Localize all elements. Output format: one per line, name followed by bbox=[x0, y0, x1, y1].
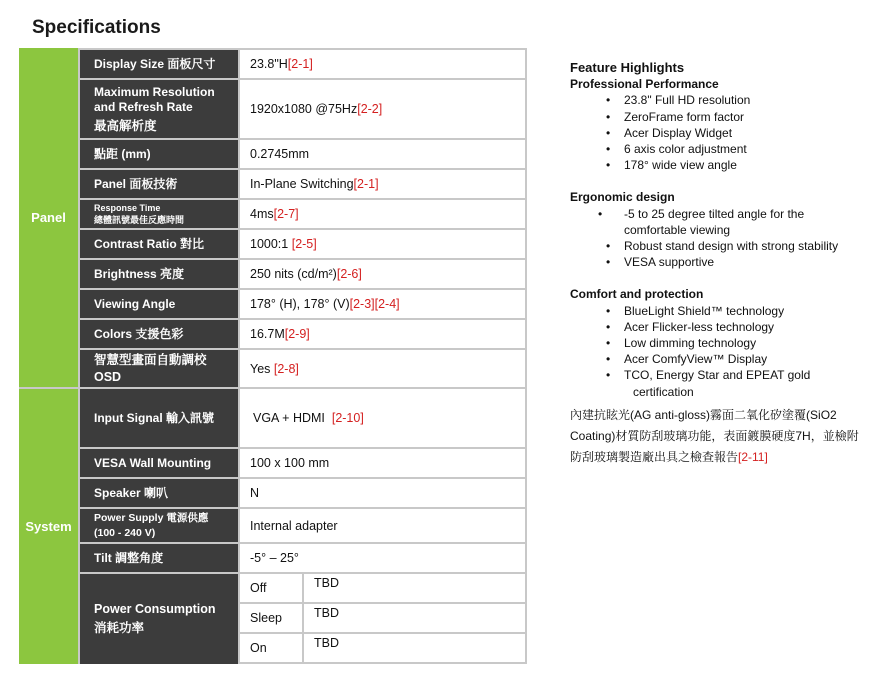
power-value-off: TBD bbox=[304, 574, 525, 602]
list-item: • BlueLight Shield™ technology bbox=[570, 303, 870, 319]
value-contrast-ratio: 1000:1 [2-5] bbox=[240, 230, 525, 258]
feature-highlights bbox=[570, 60, 870, 400]
power-mode-on: On bbox=[240, 634, 302, 662]
list-item: • Acer Flicker-less technology bbox=[570, 319, 870, 335]
list-item: • 178° wide view angle bbox=[570, 157, 870, 173]
list-item: • -5 to 25 degree tilted angle for the bbox=[570, 206, 870, 222]
label-viewing-angle: Viewing Angle bbox=[80, 290, 238, 318]
power-value-on: TBD bbox=[304, 634, 525, 662]
list-item: • Robust stand design with strong stability bbox=[570, 238, 870, 254]
page-title: Specifications bbox=[32, 17, 161, 38]
label-colors: Colors 支援色彩 bbox=[80, 320, 238, 348]
value-max-resolution: 1920x1080 @75Hz [2-2] bbox=[240, 80, 525, 138]
label-pixel-pitch: 點距 (mm) bbox=[80, 140, 238, 168]
value-tilt: -5° – 25° bbox=[240, 544, 525, 572]
list-item: • Acer Display Widget bbox=[570, 125, 870, 141]
value-panel-tech: In-Plane Switching [2-1] bbox=[240, 170, 525, 198]
label-panel-tech: Panel 面板技術 bbox=[80, 170, 238, 198]
label-response-time: Response Time 總體訊號最佳反應時間 bbox=[80, 200, 238, 228]
label-power-consumption: Power Consumption 消耗功率 bbox=[80, 574, 238, 664]
value-pixel-pitch: 0.2745mm bbox=[240, 140, 525, 168]
list-item-continuation: certification bbox=[633, 384, 694, 399]
value-brightness: 250 nits (cd/m²) [2-6] bbox=[240, 260, 525, 288]
spec-table bbox=[19, 48, 527, 664]
list-item: • Acer ComfyView™ Display bbox=[570, 351, 870, 367]
list-item: • VESA supportive bbox=[570, 254, 870, 270]
label-osd: 智慧型畫面自動調校 OSD bbox=[80, 350, 238, 387]
label-vesa-mounting: VESA Wall Mounting bbox=[80, 449, 238, 477]
list-item: • ZeroFrame form factor bbox=[570, 109, 870, 125]
power-mode-off: Off bbox=[240, 574, 302, 602]
section-title-performance: Professional Performance bbox=[570, 77, 719, 92]
value-response-time: 4ms [2-7] bbox=[240, 200, 525, 228]
power-mode-sleep: Sleep bbox=[240, 604, 302, 632]
label-display-size: Display Size 面板尺寸 bbox=[80, 50, 238, 78]
value-vesa-mounting: 100 x 100 mm bbox=[240, 449, 525, 477]
value-power-supply: Internal adapter bbox=[240, 509, 525, 542]
value-speaker: N bbox=[240, 479, 525, 507]
list-item: • TCO, Energy Star and EPEAT gold bbox=[570, 367, 870, 383]
label-power-supply: Power Supply 電源供應 (100 - 240 V) bbox=[80, 509, 238, 542]
list-item-continuation: comfortable viewing bbox=[624, 222, 731, 237]
section-title-ergonomic: Ergonomic design bbox=[570, 190, 675, 205]
power-value-sleep: TBD bbox=[304, 604, 525, 632]
glass-coating-note: 內建抗眩光(AG anti-gloss)霧面二氧化矽塗覆(SiO2 Coating)材質防刮玻璃功能，表面鍍膜硬度7H，並檢附 防刮玻璃製造廠出具之檢查報告[2-11] bbox=[570, 408, 859, 464]
label-max-resolution: Maximum Resolution and Refresh Rate 最高解析度 bbox=[80, 80, 238, 138]
label-tilt: Tilt 調整角度 bbox=[80, 544, 238, 572]
value-viewing-angle: 178° (H), 178° (V) [2-3][2-4] bbox=[240, 290, 525, 318]
label-brightness: Brightness 亮度 bbox=[80, 260, 238, 288]
value-colors: 16.7M [2-9] bbox=[240, 320, 525, 348]
group-panel: Panel bbox=[19, 48, 78, 387]
value-input-signal: VGA + HDMI [2-10] bbox=[240, 389, 525, 447]
feature-heading: Feature Highlights bbox=[570, 60, 685, 75]
group-system: System bbox=[19, 389, 78, 664]
value-display-size: 23.8"H [2-1] bbox=[240, 50, 525, 78]
list-item: • 6 axis color adjustment bbox=[570, 141, 870, 157]
section-title-comfort: Comfort and protection bbox=[570, 287, 704, 302]
list-item: • Low dimming technology bbox=[570, 335, 870, 351]
value-osd: Yes [2-8] bbox=[240, 350, 525, 387]
list-item: • 23.8" Full HD resolution bbox=[570, 92, 870, 108]
label-input-signal: Input Signal 輸入訊號 bbox=[80, 389, 238, 447]
label-contrast-ratio: Contrast Ratio 對比 bbox=[80, 230, 238, 258]
label-speaker: Speaker 喇叭 bbox=[80, 479, 238, 507]
